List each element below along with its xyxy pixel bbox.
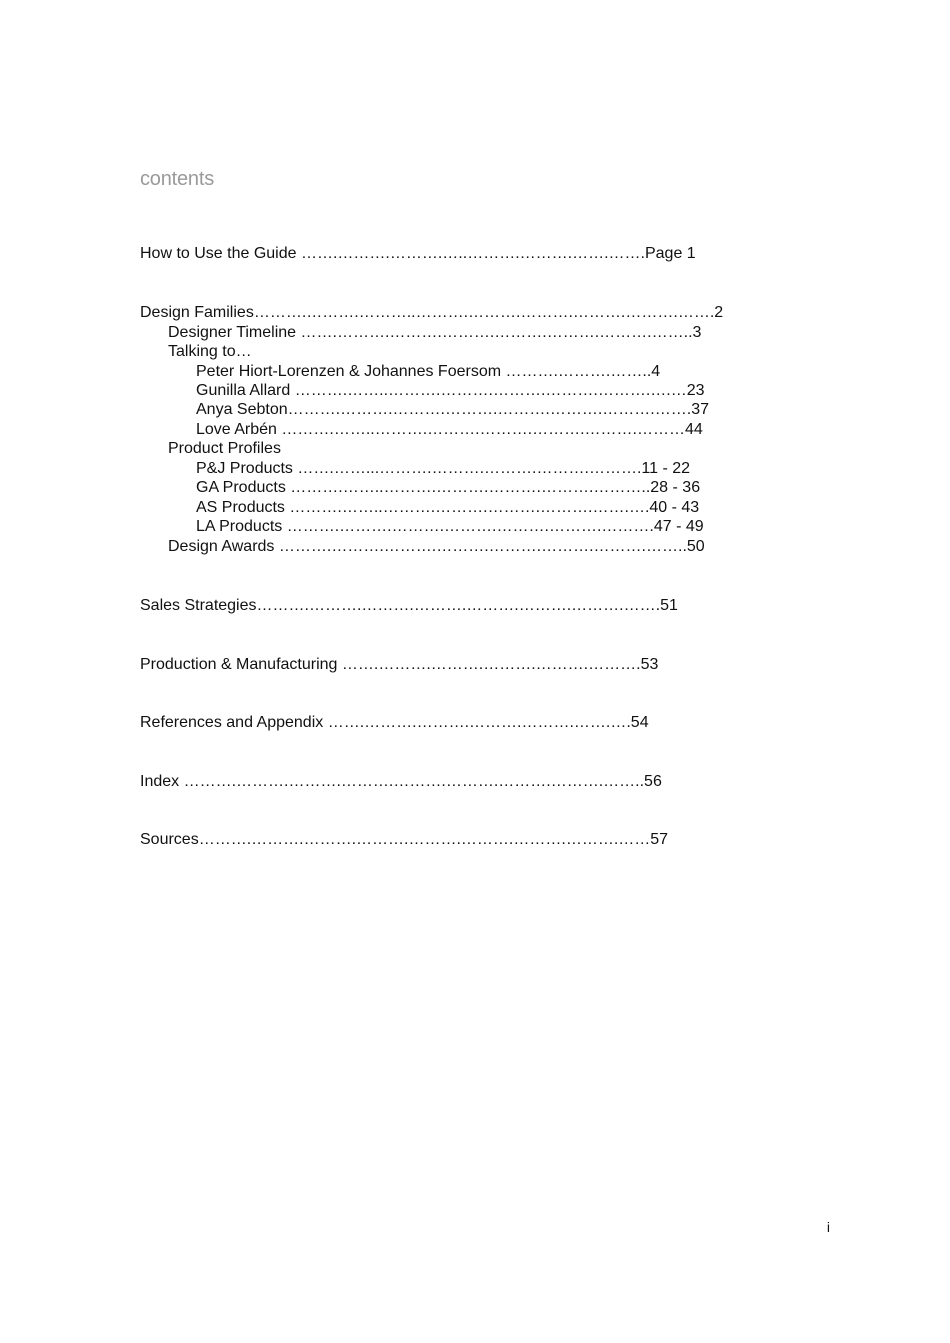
page-number: i (826, 1219, 830, 1235)
toc-entry-sales-strategies[interactable]: Sales Strategies……….……….……….……….……….……….……….…….51 (140, 597, 678, 614)
toc-entry-design-families[interactable]: Design Families……….……….………..……….……….……….……….……….…….2 (140, 304, 724, 321)
toc-entry-as-products[interactable]: AS Products ……….……..……….……….……….……….…….….40 - 43 (196, 499, 700, 516)
toc-entry-anya-sebton[interactable]: Anya Sebton……….……….……….……….……….……….……….…….37 (196, 401, 709, 418)
toc-entry-references[interactable]: References and Appendix …….……….……….……….……….…….….54 (140, 714, 649, 731)
toc-entry-la-products[interactable]: LA Products ……….……….……….……….……….……….……….47 - 49 (196, 518, 704, 535)
toc-entry-sources[interactable]: Sources……….……….……….……….……….……….……….……….……57 (140, 831, 669, 848)
toc-entry-index[interactable]: Index ……….……….……….……….……….……….……….……….……..56 (140, 773, 662, 790)
toc-entry-peter-johannes[interactable]: Peter Hiort-Lorenzen & Johannes Foersom ……….……….……..4 (196, 363, 661, 380)
toc-entry-ga-products[interactable]: GA Products ……….……..……….……….……….……….………..28 - 36 (196, 479, 701, 496)
toc-entry-talking-to[interactable]: Talking to… (168, 343, 252, 360)
toc-entry-design-awards[interactable]: Design Awards ……….……….……….……….……….……….……….……..50 (168, 538, 705, 555)
toc-entry-product-profiles[interactable]: Product Profiles (168, 440, 281, 457)
page-title: contents (140, 168, 215, 190)
toc-entry-gunilla-allard[interactable]: Gunilla Allard ……….……..……….……….……….……….……….….…23 (196, 382, 705, 399)
toc-entry-love-arben[interactable]: Love Arbén ……….……..……….……….……….……….……….………44 (196, 421, 703, 438)
toc-entry-designer-timeline[interactable]: Designer Timeline …….……….……….……….……….……….……….……..3 (168, 324, 702, 341)
toc-entry-production[interactable]: Production & Manufacturing …….……….……….……….……….……….53 (140, 656, 659, 673)
toc-entry-pj-products[interactable]: P&J Products …….……...……….……….……….……….……….11 - 22 (196, 460, 691, 477)
toc-entry-how-to-use[interactable]: How to Use the Guide …….……….……….…..……….……….…….…….Page 1 (140, 245, 696, 262)
